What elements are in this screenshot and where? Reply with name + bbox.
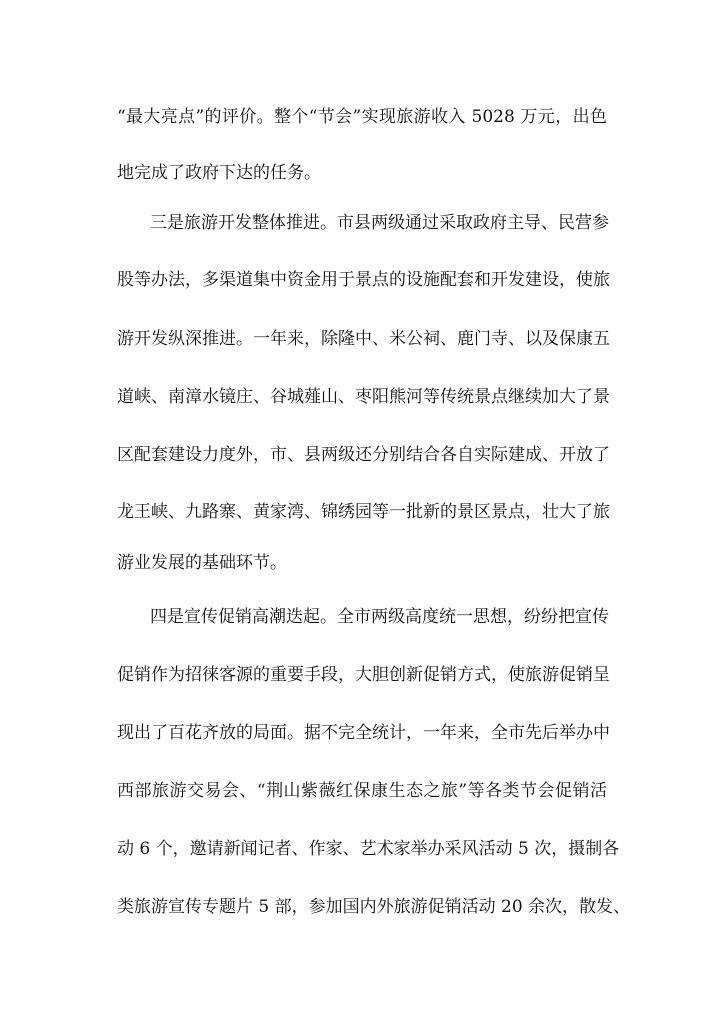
text-line-10: 四是宣传促销高潮迭起。全市两级高度统一思想，纷纷把宣传 xyxy=(150,607,609,627)
text-line-7: 区配套建设力度外，市、县两级还分别结合各自实际建成、开放了 xyxy=(117,445,610,465)
text-line-13: 西部旅游交易会、“荆山紫薇红保康生态之旅”等各类节会促销活 xyxy=(117,781,607,801)
text-line-9: 游业发展的基础环节。 xyxy=(117,553,287,573)
text-line-6: 道峡、南漳水镜庄、谷城薤山、枣阳熊河等传统景点继续加大了景 xyxy=(117,387,610,407)
text-line-15: 类旅游宣传专题片 5 部，参加国内外旅游促销活动 20 余次，散发、 xyxy=(117,897,631,917)
text-line-4: 股等办法，多渠道集中资金用于景点的设施配套和开发建设，使旅 xyxy=(117,270,610,290)
text-line-3: 三是旅游开发整体推进。市县两级通过采取政府主导、民营参 xyxy=(150,213,609,233)
text-line-8: 龙王峡、九路寨、黄家湾、锦绣园等一批新的景区景点，壮大了旅 xyxy=(117,502,610,522)
text-line-11: 促销作为招徕客源的重要手段，大胆创新促销方式，使旅游促销呈 xyxy=(117,665,610,685)
text-line-14: 动 6 个，邀请新闻记者、作家、艺术家举办采风活动 5 次，摄制各 xyxy=(117,839,620,859)
text-line-5: 游开发纵深推进。一年来，除隆中、米公祠、鹿门寺、以及保康五 xyxy=(117,329,610,349)
text-line-12: 现出了百花齐放的局面。据不完全统计，一年来，全市先后举办中 xyxy=(117,723,610,743)
text-line-1: “最大亮点”的评价。整个“节会”实现旅游收入 5028 万元，出色 xyxy=(117,107,607,127)
text-line-2: 地完成了政府下达的任务。 xyxy=(117,163,321,183)
